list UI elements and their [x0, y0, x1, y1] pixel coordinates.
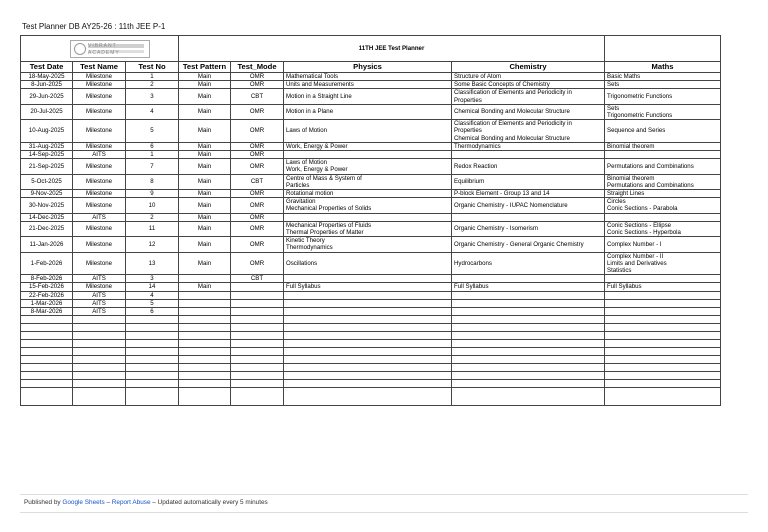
sheet-title: Test Planner DB AY25-26 : 11th JEE P-1: [22, 22, 166, 31]
cell-test-mode: [231, 299, 284, 307]
cell-physics: Mechanical Properties of Fluids Thermal Properties of Matter: [284, 221, 452, 236]
cell-test-no: 1: [126, 73, 179, 81]
cell-physics: Laws of Motion: [284, 120, 452, 143]
empty-cell: [73, 348, 126, 356]
table-row: [21, 291, 721, 299]
cell-test-date: 9-Nov-2025: [21, 190, 73, 198]
cell-maths: Binomial theorem Permutations and Combinations: [605, 174, 721, 189]
cell-test-no: 6: [126, 308, 179, 316]
empty-cell: [605, 372, 721, 380]
empty-cell: [605, 316, 721, 324]
cell-test-name: Milestone: [73, 104, 126, 119]
empty-row: [21, 364, 721, 372]
table-row: [21, 104, 721, 119]
empty-row: [21, 324, 721, 332]
empty-cell: [73, 364, 126, 372]
cell-test-mode: OMR: [231, 120, 284, 143]
cell-test-no: 4: [126, 104, 179, 119]
cell-maths: Trigonometric Functions: [605, 89, 721, 104]
empty-cell: [126, 332, 179, 340]
cell-test-date: 14-Dec-2025: [21, 213, 73, 221]
cell-test-no: 7: [126, 159, 179, 174]
cell-test-no: 3: [126, 275, 179, 283]
cell-chemistry: Organic Chemistry - IUPAC Nomenclature: [452, 198, 605, 213]
empty-cell: [73, 324, 126, 332]
empty-cell: [605, 332, 721, 340]
cell-test-date: 31-Aug-2025: [21, 142, 73, 150]
cell-maths: Sets: [605, 81, 721, 89]
cell-test-date: 10-Aug-2025: [21, 120, 73, 143]
test-planner-table: [20, 35, 721, 406]
cell-test-no: 11: [126, 221, 179, 236]
cell-test-mode: OMR: [231, 252, 284, 275]
cell-test-date: 18-May-2025: [21, 73, 73, 81]
empty-row: [21, 348, 721, 356]
cell-test-name: Milestone: [73, 237, 126, 252]
cell-test-name: AITS: [73, 151, 126, 159]
cell-test-no: 13: [126, 252, 179, 275]
cell-test-no: 9: [126, 190, 179, 198]
cell-test-date: 30-Nov-2025: [21, 198, 73, 213]
empty-cell: [231, 332, 284, 340]
table-row: [21, 159, 721, 174]
empty-cell: [231, 356, 284, 364]
cell-test-date: 11-Jan-2026: [21, 237, 73, 252]
empty-cell: [284, 348, 452, 356]
empty-cell: [179, 356, 231, 364]
empty-cell: [452, 348, 605, 356]
cell-maths: Straight Lines: [605, 190, 721, 198]
cell-test-no: 6: [126, 142, 179, 150]
header-test-name: Test Name: [73, 62, 126, 73]
cell-maths: Sequence and Series: [605, 120, 721, 143]
cell-physics: [284, 275, 452, 283]
table-row: [21, 142, 721, 150]
empty-cell: [21, 388, 73, 406]
cell-maths: Complex Number - II Limits and Derivatives Statistics: [605, 252, 721, 275]
cell-test-pattern: Main: [179, 120, 231, 143]
footer-divider: [20, 494, 748, 495]
empty-cell: [284, 380, 452, 388]
empty-cell: [126, 340, 179, 348]
cell-test-date: 15-Feb-2026: [21, 283, 73, 291]
empty-cell: [605, 36, 721, 62]
empty-cell: [126, 356, 179, 364]
table-row: [21, 237, 721, 252]
cell-test-name: Milestone: [73, 73, 126, 81]
empty-cell: [179, 316, 231, 324]
logo-wordmark: VIBRANT ACADEMY: [88, 42, 120, 56]
table-row: [21, 283, 721, 291]
table-row: [21, 89, 721, 104]
empty-cell: [126, 364, 179, 372]
empty-cell: [284, 364, 452, 372]
cell-physics: [284, 213, 452, 221]
cell-test-date: 8-Mar-2026: [21, 308, 73, 316]
cell-test-name: AITS: [73, 308, 126, 316]
cell-test-mode: OMR: [231, 142, 284, 150]
footer-updated-note: Updated automatically every 5 minutes: [157, 499, 268, 506]
cell-chemistry: Classification of Elements and Periodicity in Properties: [452, 89, 605, 104]
cell-chemistry: [452, 213, 605, 221]
cell-test-pattern: Main: [179, 237, 231, 252]
cell-chemistry: Full Syllabus: [452, 283, 605, 291]
table-row: [21, 120, 721, 143]
cell-physics: Mathematical Tools: [284, 73, 452, 81]
cell-maths: [605, 213, 721, 221]
empty-cell: [231, 340, 284, 348]
table-row: [21, 174, 721, 189]
empty-cell: [21, 316, 73, 324]
cell-test-name: AITS: [73, 299, 126, 307]
cell-test-pattern: Main: [179, 221, 231, 236]
table-row: [21, 190, 721, 198]
cell-test-no: 5: [126, 120, 179, 143]
cell-chemistry: P-block Element - Group 13 and 14: [452, 190, 605, 198]
empty-cell: [126, 316, 179, 324]
cell-test-mode: CBT: [231, 174, 284, 189]
cell-maths: [605, 291, 721, 299]
header-test-mode: Test_Mode: [231, 62, 284, 73]
cell-test-mode: OMR: [231, 81, 284, 89]
empty-cell: [452, 380, 605, 388]
empty-cell: [284, 340, 452, 348]
empty-cell: [231, 388, 284, 406]
cell-test-pattern: Main: [179, 283, 231, 291]
cell-test-pattern: Main: [179, 213, 231, 221]
cell-physics: [284, 151, 452, 159]
empty-cell: [73, 388, 126, 406]
cell-chemistry: [452, 151, 605, 159]
empty-cell: [452, 372, 605, 380]
cell-test-pattern: Main: [179, 142, 231, 150]
cell-chemistry: Thermodynamics: [452, 142, 605, 150]
header-maths: Maths: [605, 62, 721, 73]
table-row: [21, 221, 721, 236]
table-row: [21, 151, 721, 159]
cell-test-date: 5-Oct-2025: [21, 174, 73, 189]
header-test-pattern: Test Pattern: [179, 62, 231, 73]
table-row: [21, 198, 721, 213]
empty-cell: [231, 372, 284, 380]
cell-test-name: Milestone: [73, 89, 126, 104]
empty-cell: [231, 348, 284, 356]
cell-test-pattern: [179, 275, 231, 283]
empty-cell: [179, 324, 231, 332]
google-sheets-link[interactable]: Google Sheets: [62, 499, 105, 506]
cell-test-date: 22-Feb-2026: [21, 291, 73, 299]
cell-maths: Circles Conic Sections - Parabola: [605, 198, 721, 213]
empty-cell: [605, 356, 721, 364]
cell-test-mode: [231, 308, 284, 316]
empty-cell: [21, 340, 73, 348]
cell-test-mode: OMR: [231, 237, 284, 252]
cell-maths: [605, 299, 721, 307]
cell-chemistry: Organic Chemistry - Isomerism: [452, 221, 605, 236]
empty-row: [21, 356, 721, 364]
empty-cell: [284, 356, 452, 364]
empty-cell: [73, 356, 126, 364]
cell-test-pattern: Main: [179, 151, 231, 159]
empty-cell: [605, 348, 721, 356]
cell-test-name: Milestone: [73, 142, 126, 150]
title-row: [21, 36, 721, 62]
cell-test-mode: [231, 283, 284, 291]
table-row: [21, 252, 721, 275]
empty-cell: [126, 372, 179, 380]
cell-test-no: 2: [126, 213, 179, 221]
cell-test-name: Milestone: [73, 120, 126, 143]
report-abuse-link[interactable]: Report Abuse: [111, 499, 151, 506]
cell-maths: Binomial theorem: [605, 142, 721, 150]
cell-physics: Motion in a Straight Line: [284, 89, 452, 104]
empty-cell: [73, 380, 126, 388]
cell-physics: Laws of Motion Work, Energy & Power: [284, 159, 452, 174]
empty-cell: [284, 372, 452, 380]
empty-cell: [21, 348, 73, 356]
cell-test-mode: CBT: [231, 89, 284, 104]
cell-maths: [605, 151, 721, 159]
empty-cell: [21, 356, 73, 364]
empty-cell: [179, 364, 231, 372]
empty-cell: [605, 324, 721, 332]
empty-cell: [179, 372, 231, 380]
cell-test-pattern: Main: [179, 73, 231, 81]
empty-cell: [452, 332, 605, 340]
table-row: [21, 308, 721, 316]
cell-physics: Units and Measurements: [284, 81, 452, 89]
cell-chemistry: Classification of Elements and Periodicity in Properties Chemical Bonding and Molecular Structure: [452, 120, 605, 143]
cell-chemistry: Structure of Atom: [452, 73, 605, 81]
cell-test-mode: OMR: [231, 190, 284, 198]
cell-chemistry: [452, 308, 605, 316]
cell-maths: [605, 275, 721, 283]
table-row: [21, 213, 721, 221]
empty-cell: [452, 388, 605, 406]
cell-maths: Basic Maths: [605, 73, 721, 81]
cell-test-mode: [231, 291, 284, 299]
empty-cell: [231, 316, 284, 324]
header-physics: Physics: [284, 62, 452, 73]
cell-test-no: 10: [126, 198, 179, 213]
table-row: [21, 275, 721, 283]
cell-test-date: 8-Feb-2026: [21, 275, 73, 283]
empty-cell: [231, 324, 284, 332]
footer: [24, 499, 268, 506]
footer-published-by: Published by: [24, 499, 61, 506]
empty-cell: [605, 388, 721, 406]
cell-chemistry: Redox Reaction: [452, 159, 605, 174]
empty-row: [21, 340, 721, 348]
empty-cell: [452, 356, 605, 364]
cell-test-no: 3: [126, 89, 179, 104]
cell-test-name: Milestone: [73, 190, 126, 198]
footer-divider: [20, 512, 748, 513]
cell-chemistry: [452, 291, 605, 299]
cell-test-mode: OMR: [231, 159, 284, 174]
empty-cell: [21, 372, 73, 380]
cell-maths: Permutations and Combinations: [605, 159, 721, 174]
cell-test-date: 14-Sep-2025: [21, 151, 73, 159]
cell-test-pattern: Main: [179, 159, 231, 174]
cell-test-name: Milestone: [73, 283, 126, 291]
header-chemistry: Chemistry: [452, 62, 605, 73]
cell-chemistry: Organic Chemistry - General Organic Chemistry: [452, 237, 605, 252]
cell-test-date: 1-Mar-2026: [21, 299, 73, 307]
header-test-date: Test Date: [21, 62, 73, 73]
empty-cell: [21, 332, 73, 340]
empty-cell: [73, 316, 126, 324]
empty-cell: [179, 388, 231, 406]
cell-test-date: 20-Jul-2025: [21, 104, 73, 119]
empty-cell: [126, 324, 179, 332]
empty-cell: [605, 364, 721, 372]
empty-cell: [179, 340, 231, 348]
cell-test-no: 5: [126, 299, 179, 307]
cell-maths: [605, 308, 721, 316]
cell-test-pattern: Main: [179, 81, 231, 89]
empty-row: [21, 316, 721, 324]
empty-cell: [73, 372, 126, 380]
empty-cell: [231, 380, 284, 388]
empty-cell: [126, 380, 179, 388]
cell-physics: Centre of Mass & System of Particles: [284, 174, 452, 189]
footer-separator: –: [152, 499, 156, 506]
cell-test-date: 29-Jun-2025: [21, 89, 73, 104]
empty-cell: [605, 340, 721, 348]
cell-chemistry: [452, 299, 605, 307]
table-row: [21, 73, 721, 81]
cell-physics: Gravitation Mechanical Properties of Solids: [284, 198, 452, 213]
cell-test-pattern: [179, 299, 231, 307]
empty-cell: [231, 364, 284, 372]
cell-test-pattern: Main: [179, 252, 231, 275]
cell-test-pattern: [179, 308, 231, 316]
cell-test-mode: OMR: [231, 198, 284, 213]
cell-test-pattern: Main: [179, 89, 231, 104]
empty-cell: [73, 332, 126, 340]
cell-test-pattern: Main: [179, 104, 231, 119]
empty-cell: [179, 332, 231, 340]
cell-test-name: Milestone: [73, 221, 126, 236]
cell-chemistry: Equilibrium: [452, 174, 605, 189]
cell-test-mode: OMR: [231, 151, 284, 159]
empty-cell: [452, 340, 605, 348]
empty-cell: [284, 316, 452, 324]
cell-test-name: AITS: [73, 291, 126, 299]
cell-test-name: Milestone: [73, 198, 126, 213]
empty-row: [21, 388, 721, 406]
cell-test-name: Milestone: [73, 81, 126, 89]
cell-test-name: Milestone: [73, 159, 126, 174]
cell-test-date: 8-Jun-2025: [21, 81, 73, 89]
cell-test-no: 2: [126, 81, 179, 89]
cell-maths: Sets Trigonometric Functions: [605, 104, 721, 119]
planner-title: 11TH JEE Test Planner: [179, 36, 605, 62]
cell-chemistry: Chemical Bonding and Molecular Structure: [452, 104, 605, 119]
cell-test-pattern: Main: [179, 190, 231, 198]
empty-cell: [452, 364, 605, 372]
cell-test-mode: OMR: [231, 213, 284, 221]
cell-maths: Full Syllabus: [605, 283, 721, 291]
cell-test-date: 1-Feb-2026: [21, 252, 73, 275]
cell-test-pattern: [179, 291, 231, 299]
cell-test-mode: OMR: [231, 73, 284, 81]
logo-cell: [21, 36, 179, 62]
cell-test-no: 4: [126, 291, 179, 299]
cell-test-date: 21-Dec-2025: [21, 221, 73, 236]
cell-physics: [284, 291, 452, 299]
cell-chemistry: [452, 275, 605, 283]
empty-cell: [73, 340, 126, 348]
cell-test-name: AITS: [73, 275, 126, 283]
cell-test-date: 21-Sep-2025: [21, 159, 73, 174]
cell-test-no: 14: [126, 283, 179, 291]
cell-test-mode: OMR: [231, 221, 284, 236]
empty-cell: [126, 388, 179, 406]
empty-cell: [605, 380, 721, 388]
table-row: [21, 81, 721, 89]
empty-cell: [452, 324, 605, 332]
header-test-no: Test No: [126, 62, 179, 73]
table-row: [21, 299, 721, 307]
cell-physics: Full Syllabus: [284, 283, 452, 291]
cell-physics: Work, Energy & Power: [284, 142, 452, 150]
cell-test-name: Milestone: [73, 174, 126, 189]
cell-test-mode: OMR: [231, 104, 284, 119]
cell-test-mode: CBT: [231, 275, 284, 283]
cell-physics: [284, 308, 452, 316]
cell-physics: Oscillations: [284, 252, 452, 275]
empty-cell: [179, 380, 231, 388]
cell-chemistry: Hydrocarbons: [452, 252, 605, 275]
empty-cell: [21, 324, 73, 332]
cell-chemistry: Some Basic Concepts of Chemistry: [452, 81, 605, 89]
cell-test-pattern: Main: [179, 198, 231, 213]
empty-cell: [179, 348, 231, 356]
cell-maths: Complex Number - I: [605, 237, 721, 252]
empty-row: [21, 372, 721, 380]
empty-cell: [21, 364, 73, 372]
cell-test-name: AITS: [73, 213, 126, 221]
cell-test-no: 12: [126, 237, 179, 252]
empty-cell: [21, 380, 73, 388]
cell-physics: [284, 299, 452, 307]
footer-separator: –: [106, 499, 110, 506]
logo-emblem-icon: [74, 43, 86, 55]
logo-image: [70, 40, 150, 58]
empty-cell: [284, 332, 452, 340]
empty-cell: [284, 324, 452, 332]
empty-cell: [284, 388, 452, 406]
cell-test-no: 1: [126, 151, 179, 159]
empty-cell: [452, 316, 605, 324]
cell-physics: Motion in a Plane: [284, 104, 452, 119]
header-row: [21, 62, 721, 73]
empty-cell: [126, 348, 179, 356]
cell-test-name: Milestone: [73, 252, 126, 275]
cell-physics: Rotational motion: [284, 190, 452, 198]
cell-physics: Kinetic Theory Thermodynamics: [284, 237, 452, 252]
cell-test-pattern: Main: [179, 174, 231, 189]
empty-row: [21, 332, 721, 340]
cell-test-no: 8: [126, 174, 179, 189]
cell-maths: Conic Sections - Ellipse Conic Sections - Hyperbola: [605, 221, 721, 236]
empty-row: [21, 380, 721, 388]
